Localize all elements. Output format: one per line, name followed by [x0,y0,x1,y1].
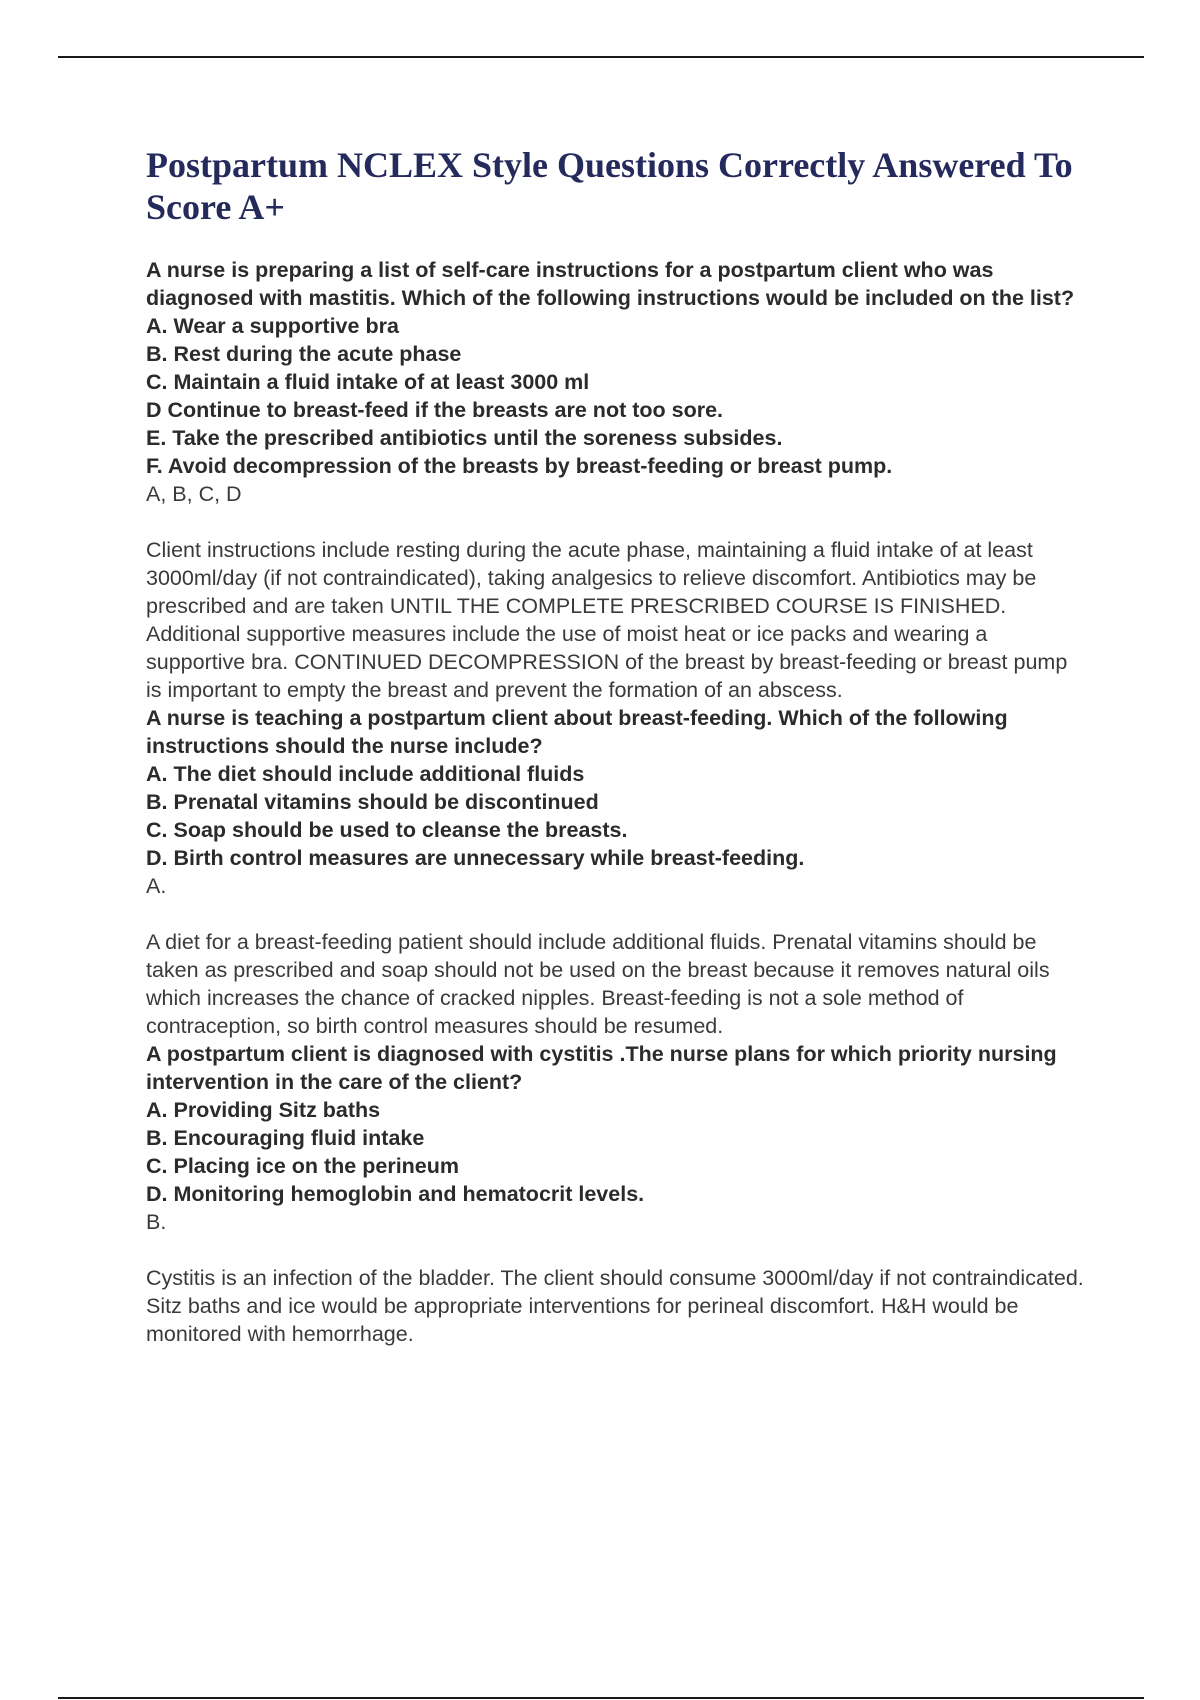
option-item: D. Monitoring hemoglobin and hematocrit levels. [146,1182,645,1206]
option-item: C. Soap should be used to cleanse the breasts. [146,818,628,842]
option-item: C. Maintain a fluid intake of at least 3000 ml [146,370,590,394]
option-item: F. Avoid decompression of the breasts by breast-feeding or breast pump. [146,454,893,478]
question-prompt: A nurse is teaching a postpartum client about breast-feeding. Which of the following instructions should the nurse include? [146,706,1008,758]
option-item: A. Providing Sitz baths [146,1098,381,1122]
question-prompt: A postpartum client is diagnosed with cystitis .The nurse plans for which priority nursing intervention in the care of the client? [146,1042,1057,1094]
option-item: E. Take the prescribed antibiotics until the soreness subsides. [146,426,783,450]
question-block-1 [146,256,1086,704]
top-rule [58,56,1144,58]
document-body [146,144,1086,1348]
option-item: A. Wear a supportive bra [146,314,399,338]
option-list [146,1096,1086,1208]
option-item: B. Rest during the acute phase [146,342,462,366]
answer-text: B. [146,1210,167,1234]
option-item: D Continue to breast-feed if the breasts are not too sore. [146,398,723,422]
question-block-3 [146,1040,1086,1348]
option-list [146,312,1086,480]
option-item: A. The diet should include additional fluids [146,762,585,786]
bottom-rule [58,1697,1144,1699]
rationale-text: A diet for a breast-feeding patient should include additional fluids. Prenatal vitamins should be taken as prescribed and soap should not be used on the breast because it removes natural oils which increases the chance of cracked nipples. Breast-feeding is not a sole method of contraception, so birth control measures should be resumed. [146,930,1050,1038]
answer-text: A. [146,874,167,898]
option-item: B. Encouraging fluid intake [146,1126,425,1150]
rationale-text: Client instructions include resting during the acute phase, maintaining a fluid intake of at least 3000ml/day (if not contraindicated), taking analgesics to relieve discomfort. Antibiotics may be prescribed and are taken UNTIL THE COMPLETE PRESCRIBED COURSE IS FINISHED. Additional supportive measures include the use of moist heat or ice packs and wearing a supportive bra. CONTINUED DECOMPRESSION of the breast by breast-feeding or breast pump is important to empty the breast and prevent the formation of an abscess. [146,538,1068,702]
option-item: B. Prenatal vitamins should be discontinued [146,790,599,814]
question-block-2 [146,704,1086,1040]
document-title: Postpartum NCLEX Style Questions Correctly Answered To Score A+ [146,145,1073,227]
option-item: D. Birth control measures are unnecessary while breast-feeding. [146,846,805,870]
question-prompt: A nurse is preparing a list of self-care instructions for a postpartum client who was diagnosed with mastitis. Which of the following instructions would be included on the list? [146,258,1075,310]
option-list [146,760,1086,872]
answer-text: A, B, C, D [146,482,242,506]
rationale-text: Cystitis is an infection of the bladder. The client should consume 3000ml/day if not contraindicated. Sitz baths and ice would be appropriate interventions for perineal discomfort. H&H would be monitored with hemorrhage. [146,1266,1084,1346]
option-item: C. Placing ice on the perineum [146,1154,460,1178]
